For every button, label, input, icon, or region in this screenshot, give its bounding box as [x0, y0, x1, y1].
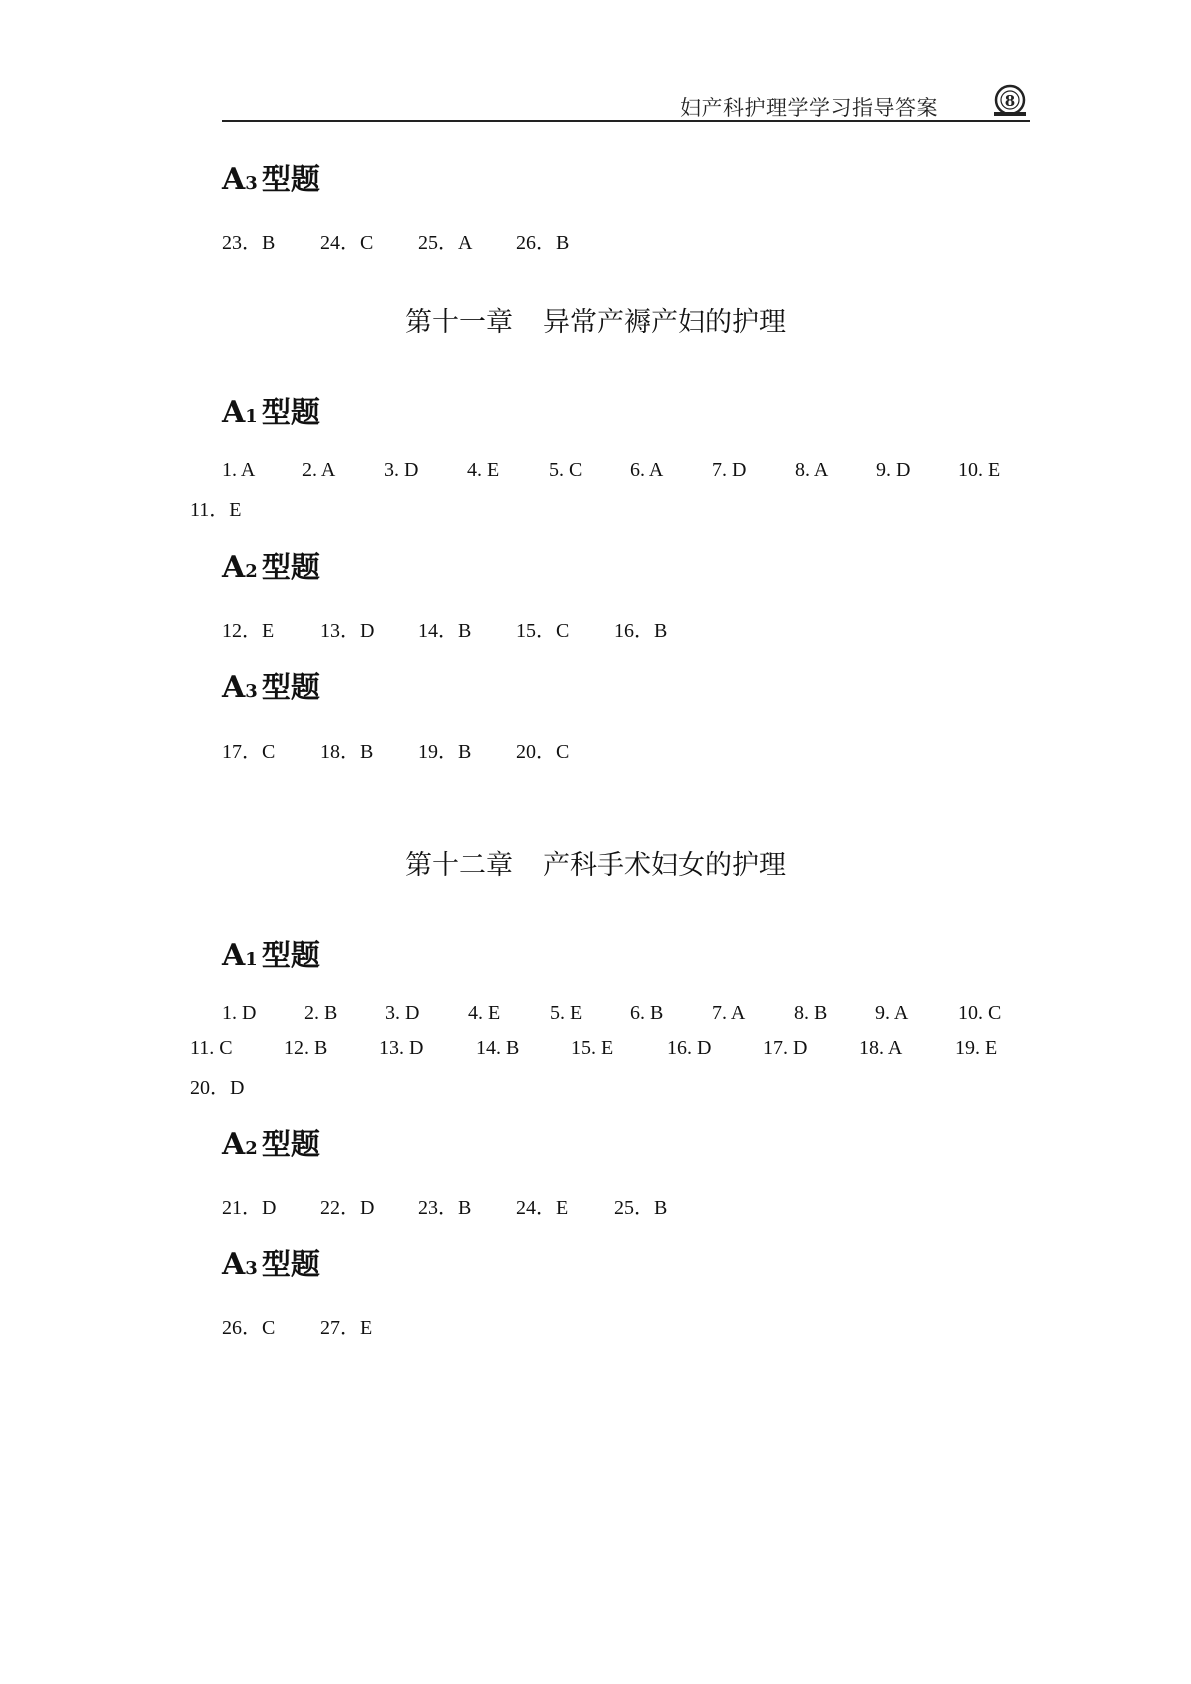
- answer-item: 17．C: [222, 741, 276, 763]
- section-title-a1: A1 型题: [222, 938, 320, 973]
- answer-item: 4. E: [468, 1002, 501, 1024]
- header-title: 妇产科护理学学习指导答案: [680, 96, 938, 120]
- answer-item: 10. C: [958, 1002, 1002, 1024]
- section-title-a2: A2 型题: [222, 550, 320, 585]
- answer-item: 27．E: [320, 1317, 373, 1339]
- answer-item: 26．B: [516, 232, 570, 254]
- answer-item: 12．E: [222, 620, 275, 642]
- section-title-a3: A3 型题: [222, 670, 320, 705]
- answer-item: 20．D: [190, 1077, 245, 1099]
- chapter-title-11: 第十一章 异常产褥产妇的护理: [405, 307, 786, 338]
- answer-item: 23．B: [418, 1197, 472, 1219]
- answer-item: 13. D: [379, 1037, 424, 1059]
- answer-item: 20．C: [516, 741, 570, 763]
- answer-item: 15．C: [516, 620, 570, 642]
- answer-item: 16．B: [614, 620, 668, 642]
- answer-item: 19．B: [418, 741, 472, 763]
- answer-item: 14．B: [418, 620, 472, 642]
- answer-item: 1. D: [222, 1002, 257, 1024]
- answer-item: 26．C: [222, 1317, 276, 1339]
- svg-text:8: 8: [1004, 92, 1016, 110]
- answer-item: 2. A: [302, 459, 336, 481]
- answer-item: 7. A: [712, 1002, 746, 1024]
- answer-item: 11．E: [190, 499, 242, 521]
- answer-item: 8. A: [795, 459, 829, 481]
- answer-item: 21．D: [222, 1197, 277, 1219]
- answer-item: 2. B: [304, 1002, 338, 1024]
- section-title-a1: A1 型题: [222, 395, 320, 430]
- answer-item: 15. E: [571, 1037, 614, 1059]
- answer-item: 24．E: [516, 1197, 569, 1219]
- answer-item: 11. C: [190, 1037, 233, 1059]
- answer-item: 12. B: [284, 1037, 328, 1059]
- answer-item: 9. D: [876, 459, 911, 481]
- chapter-title-12: 第十二章 产科手术妇女的护理: [405, 850, 786, 881]
- answer-item: 5. C: [549, 459, 583, 481]
- answer-item: 18．B: [320, 741, 374, 763]
- answer-item: 7. D: [712, 459, 747, 481]
- answer-item: 25．B: [614, 1197, 668, 1219]
- answer-item: 24．C: [320, 232, 374, 254]
- answer-item: 16. D: [667, 1037, 712, 1059]
- publisher-logo-icon: [990, 84, 1030, 118]
- answer-item: 6. A: [630, 459, 664, 481]
- section-title-a3: A3 型题: [222, 1247, 320, 1282]
- answer-item: 5. E: [550, 1002, 583, 1024]
- answer-item: 17. D: [763, 1037, 808, 1059]
- answer-item: 14. B: [476, 1037, 520, 1059]
- section-title-a3: A3 型题: [222, 162, 320, 197]
- answer-item: 19. E: [955, 1037, 998, 1059]
- page-header: [222, 86, 1030, 122]
- answer-item: 4. E: [467, 459, 500, 481]
- answer-item: 13．D: [320, 620, 375, 642]
- answer-item: 25．A: [418, 232, 473, 254]
- answer-item: 3. D: [384, 459, 419, 481]
- answer-item: 23．B: [222, 232, 276, 254]
- answer-item: 18. A: [859, 1037, 903, 1059]
- answer-item: 1. A: [222, 459, 256, 481]
- answer-item: 22．D: [320, 1197, 375, 1219]
- answer-item: 8. B: [794, 1002, 828, 1024]
- answer-item: 3. D: [385, 1002, 420, 1024]
- section-title-a2: A2 型题: [222, 1127, 320, 1162]
- answer-item: 10. E: [958, 459, 1001, 481]
- answer-item: 9. A: [875, 1002, 909, 1024]
- answer-item: 6. B: [630, 1002, 664, 1024]
